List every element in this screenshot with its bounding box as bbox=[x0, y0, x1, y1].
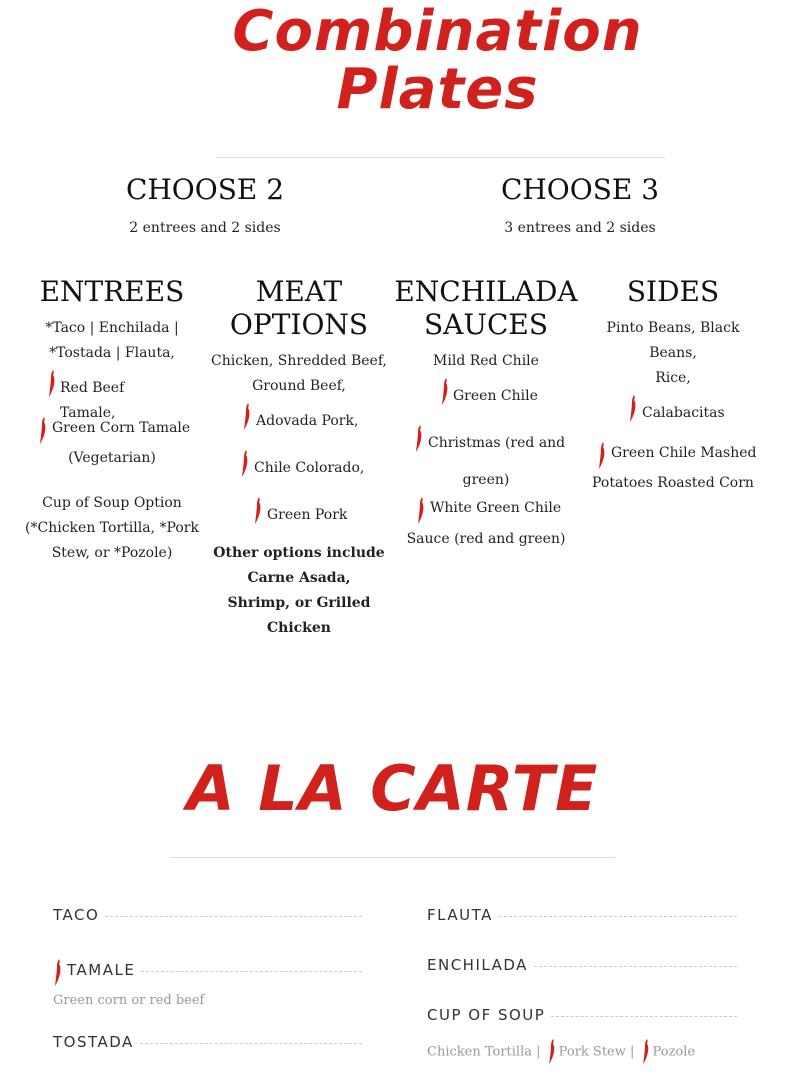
menu-item-name: CUP OF SOUP bbox=[427, 1006, 546, 1024]
chile-pepper-icon bbox=[547, 1038, 557, 1066]
chile-pepper-icon bbox=[240, 449, 250, 479]
chile-pepper-icon bbox=[414, 424, 424, 454]
chile-pepper-icon bbox=[53, 958, 63, 988]
meat-line2: Ground Beef, bbox=[252, 378, 346, 394]
meat-line4: Chile Colorado, bbox=[254, 460, 365, 476]
chile-pepper-icon bbox=[253, 496, 263, 526]
meat-heading-line1: MEAT bbox=[255, 275, 343, 308]
sides-line4: Calabacitas bbox=[642, 405, 725, 421]
entrees-line2: *Tostada | Flauta, bbox=[49, 345, 175, 361]
meat-other-line3: Shrimp, or Grilled bbox=[227, 595, 371, 611]
menu-item-description bbox=[427, 1038, 695, 1067]
dotted-leader bbox=[141, 971, 362, 972]
dotted-leader bbox=[551, 1016, 737, 1017]
sauces-line6: Sauce (red and green) bbox=[406, 531, 566, 547]
sides-line5: Green Chile Mashed bbox=[611, 445, 757, 461]
menu-item-tamale bbox=[67, 961, 362, 979]
meat-other-line1: Other options include bbox=[213, 545, 385, 561]
entrees-line1: *Taco | Enchilada | bbox=[45, 320, 179, 336]
meat-heading-line2: OPTIONS bbox=[229, 308, 369, 341]
meat-line3: Adovada Pork, bbox=[256, 413, 359, 429]
menu-item-name: TAMALE bbox=[67, 961, 136, 979]
dotted-leader bbox=[105, 916, 362, 917]
chile-pepper-icon bbox=[38, 416, 48, 446]
menu-item-name: FLAUTA bbox=[427, 906, 493, 924]
soup-option-pozole: Pozole bbox=[652, 1044, 696, 1060]
meat-line5: Green Pork bbox=[267, 507, 348, 523]
menu-item-enchilada bbox=[427, 956, 737, 974]
sauces-line5: White Green Chile bbox=[430, 500, 562, 516]
menu-item-name: TOSTADA bbox=[53, 1033, 134, 1051]
sauces-line4: green) bbox=[462, 472, 510, 488]
entrees-line3: Red Beef Tamale, bbox=[60, 380, 125, 421]
chile-pepper-icon bbox=[440, 377, 450, 407]
entrees-soup-line2: (*Chicken Tortilla, *Pork bbox=[25, 520, 199, 536]
sauces-heading-line2: SAUCES bbox=[423, 308, 549, 341]
dotted-leader bbox=[499, 916, 737, 917]
combination-title-line2: Plates bbox=[336, 57, 539, 122]
meat-other-line2: Carne Asada, bbox=[247, 570, 351, 586]
menu-item-cup-of-soup bbox=[427, 1006, 737, 1024]
chile-pepper-icon bbox=[597, 441, 607, 471]
menu-item-name: TACO bbox=[53, 906, 100, 924]
menu-item-description: Green corn or red beef bbox=[53, 993, 205, 1008]
entrees-heading: ENTREES bbox=[39, 275, 185, 308]
top-divider bbox=[216, 157, 665, 158]
chile-pepper-icon bbox=[628, 394, 638, 424]
sauces-line2: Green Chile bbox=[453, 388, 538, 404]
chile-pepper-icon bbox=[416, 496, 426, 526]
choose-2-subtitle: 2 entrees and 2 sides bbox=[129, 220, 281, 236]
menu-item-taco bbox=[53, 906, 362, 924]
sides-line3: Rice, bbox=[655, 370, 691, 386]
sides-heading: SIDES bbox=[626, 275, 720, 308]
a-la-carte-title: A LA CARTE bbox=[186, 752, 599, 825]
dotted-leader bbox=[140, 1043, 362, 1044]
chile-pepper-icon bbox=[242, 402, 252, 432]
entrees-line4: Green Corn Tamale bbox=[52, 420, 191, 436]
chile-pepper-icon bbox=[641, 1038, 651, 1066]
sauces-line1: Mild Red Chile bbox=[433, 353, 539, 369]
meat-other-line4: Chicken bbox=[267, 620, 331, 636]
choose-2-title: CHOOSE 2 bbox=[125, 173, 285, 206]
meat-line1: Chicken, Shredded Beef, bbox=[211, 353, 387, 369]
menu-item-tostada bbox=[53, 1033, 362, 1051]
a-la-carte-divider bbox=[170, 857, 615, 858]
menu-item-name: ENCHILADA bbox=[427, 956, 528, 974]
sauces-line3: Christmas (red and bbox=[428, 435, 566, 451]
entrees-soup-line3: Stew, or *Pozole) bbox=[51, 545, 173, 561]
choose-3-title: CHOOSE 3 bbox=[500, 173, 660, 206]
entrees-line5: (Vegetarian) bbox=[68, 450, 156, 466]
chile-pepper-icon bbox=[47, 369, 57, 399]
sauces-heading-line1: ENCHILADA bbox=[394, 275, 578, 308]
sides-line6: Potatoes Roasted Corn bbox=[592, 475, 754, 491]
soup-option-pork-stew: Pork Stew | bbox=[558, 1044, 635, 1060]
dotted-leader bbox=[534, 966, 737, 967]
sides-line1: Pinto Beans, Black bbox=[606, 320, 740, 336]
sides-line2: Beans, bbox=[649, 345, 697, 361]
entrees-soup-line1: Cup of Soup Option bbox=[42, 495, 182, 511]
combination-title-line1: Combination bbox=[232, 0, 643, 64]
soup-option-chicken-tortilla: Chicken Tortilla | bbox=[427, 1044, 541, 1060]
choose-3-subtitle: 3 entrees and 2 sides bbox=[504, 220, 656, 236]
menu-item-flauta bbox=[427, 906, 737, 924]
